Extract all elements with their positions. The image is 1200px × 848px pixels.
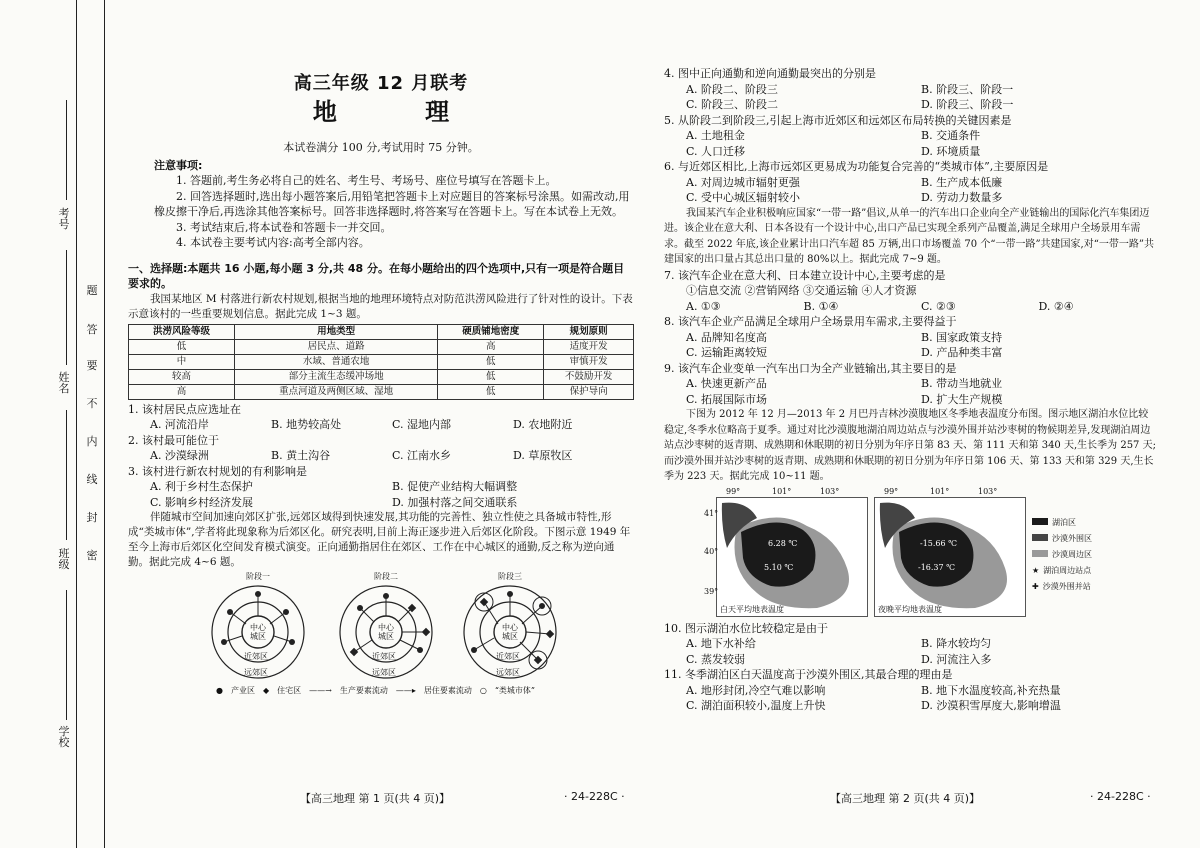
question-7-stem: 7. 该汽车企业在意大利、日本建立设计中心,主要考虑的是 (664, 268, 946, 282)
page-2-column (664, 66, 1156, 714)
question-7-options (664, 299, 1156, 315)
center-city-label: 中心城区 (502, 623, 518, 641)
far-suburb-label: 远郊区 (244, 668, 268, 677)
table-cell: 重点河道及两侧区域、湿地 (234, 384, 437, 399)
seal-char: 封 (86, 511, 98, 524)
lat-tick: 40° (704, 546, 719, 556)
question-intro-1-3: 我国某地区 M 村落进行新农村规划,根据当地的地理环境特点对防范洪涝风险进行了针对性的设计。下表示意该村的一些重要规划信息。据此完成 1~3 题。 (128, 292, 633, 320)
question-2-stem: 2. 该村最可能位于 (128, 433, 219, 447)
urban-body-circle-icon: ○ (479, 686, 487, 695)
residential-diamond-icon: ◆ (262, 686, 270, 695)
question-4-options (664, 82, 1156, 113)
option-a[interactable]: A. 快速更新产品 (686, 377, 767, 390)
option-d[interactable]: D. 草原牧区 (513, 449, 573, 462)
exam-info: 本试卷满分 100 分,考试用时 75 分钟。 (283, 141, 479, 154)
question-8-stem: 8. 该汽车企业产品满足全球用户全场景用车需求,主要得益于 (664, 315, 957, 328)
legend-item: “类城市体” (494, 686, 536, 695)
question-9-options (664, 376, 1156, 407)
option-d[interactable]: D. 阶段三、阶段一 (921, 98, 1014, 111)
table-row (129, 369, 634, 384)
option-a[interactable]: A. 阶段二、阶段三 (686, 82, 778, 96)
table-cell: 中 (129, 354, 235, 369)
option-b[interactable]: B. 地势较高处 (271, 418, 342, 431)
binding-margin (0, 0, 118, 848)
lon-tick: 103° (978, 486, 998, 496)
question-2-options (128, 448, 634, 464)
table-row (129, 384, 634, 399)
option-b[interactable]: B. 带动当地就业 (921, 377, 1003, 390)
lat-tick: 39° (704, 586, 719, 596)
exam-title: 高三年级 12 月联考 (293, 73, 469, 94)
far-suburb-label: 远郊区 (496, 668, 520, 677)
page-2-code: · 24-228C · (1090, 790, 1151, 803)
option-b[interactable]: B. 降水较均匀 (921, 637, 992, 650)
question-4-stem: 4. 图中正向通勤和逆向通勤最突出的分别是 (664, 67, 876, 80)
option-b[interactable]: B. 生产成本低廉 (921, 175, 1003, 189)
near-suburb-label: 近郊区 (244, 652, 268, 661)
note-item: 3. 考试结束后,将本试卷和答题卡一并交回。 (176, 220, 392, 234)
notes-list (128, 173, 634, 251)
option-c[interactable]: C. 蒸发较弱 (686, 652, 746, 666)
table-cell: 低 (438, 369, 544, 384)
option-d[interactable]: D. ②④ (1038, 299, 1074, 313)
day-map-graphic (717, 498, 867, 616)
table-cell: 保护导向 (544, 384, 634, 399)
note-item: 2. 回答选择题时,选出每小题答案后,用铅笔把答题卡上对应题目的答案标号涂黑。如需改动,用橡皮擦干净后,再选涂其他答案标号。回答非选择题时,将答案写在答题卡上。写在本试卷上无效。 (154, 189, 630, 218)
day-map-caption: 白天平均地表温度 (720, 604, 784, 614)
question-intro-7-9: 我国某汽车企业积极响应国家“一带一路”倡议,从单一的汽车出口企业向全产业链输出的国际化汽车集团迈进。该企业在意大利、日本各设有一个设计中心,出口产品已实现全系列产品覆盖,满足全球用户全场景用车需求。截至 2022 年底,该企业累计出口汽车超 85 万辆,出口市场覆盖 70 个“一带一路”共建国家,对“一带一路”共建国家的出口量占其总出口量的 80%以上。据此完成 7~9 题。 (664, 207, 1154, 265)
seal-char: 密 (86, 549, 98, 562)
question-6-options (664, 175, 1156, 206)
option-a[interactable]: A. 地形封闭,冷空气难以影响 (686, 683, 826, 697)
option-b[interactable]: B. 交通条件 (921, 129, 981, 142)
table-header: 规划原则 (544, 324, 634, 339)
label-school: 学校 (58, 725, 70, 749)
night-temp-value: -15.66 ℃ (920, 538, 958, 548)
day-temp-value: 6.28 ℃ (768, 538, 798, 548)
option-b[interactable]: B. 黄土沟谷 (271, 449, 331, 462)
legend-item: 生产要素流动 (339, 686, 388, 695)
table-header: 洪涝风险等级 (129, 324, 235, 339)
near-suburb-label: 近郊区 (372, 652, 396, 661)
table-cell: 低 (438, 384, 544, 399)
stage-2-label: 阶段二 (374, 572, 398, 581)
option-a[interactable]: A. 利于乡村生态保护 (150, 480, 253, 493)
question-1-stem: 1. 该村居民点应选址在 (128, 402, 241, 416)
option-a[interactable]: A. 土地租金 (686, 129, 745, 142)
option-d[interactable]: D. 产品种类丰富 (921, 346, 1003, 359)
table-cell: 低 (438, 354, 544, 369)
residence-flow-arrow-icon: ——▸ (395, 686, 416, 695)
lon-tick: 99° (726, 486, 741, 496)
night-map-caption: 夜晚平均地表温度 (878, 604, 942, 614)
question-intro-4-6: 伴随城市空间加速向郊区扩张,远郊区域得到快速发展,其功能的完善性、独立性使之具备城市特性,形成“类城市体”,学者将此现象称为后郊区化。研究表明,目前上海正逐步进入后郊区化阶段。下图示意 1949 年至今上海市后郊区化空间发育模式演变。正向通勤指居住在郊区、工作在中心城区的通勤,反之称为逆向通勤。据此完成 4~6 题。 (128, 511, 631, 568)
option-b[interactable]: B. 阶段三、阶段一 (921, 82, 1014, 96)
seal-char: 答 (86, 323, 98, 336)
name-fill-line[interactable] (66, 250, 68, 365)
option-b[interactable]: B. 促使产业结构大幅调整 (392, 480, 518, 493)
notes-title: 注意事项: (154, 158, 203, 172)
legend-item: 产业区 (230, 686, 255, 695)
legend-item: 沙漠周边区 (1052, 549, 1092, 559)
label-class: 班级 (58, 547, 70, 571)
option-c[interactable]: C. 湖泊面积较小,温度上升快 (686, 699, 826, 712)
note-item: 1. 答题前,考生务必将自己的姓名、考生号、考场号、座位号填写在答题卡上。 (176, 174, 557, 187)
lon-tick: 101° (930, 486, 950, 496)
page-1-code: · 24-228C · (564, 790, 625, 803)
table-row (129, 339, 634, 354)
option-b[interactable]: B. 地下水温度较高,补充热量 (921, 683, 1061, 697)
planning-table (128, 324, 634, 400)
lat-tick: 41° (704, 508, 719, 518)
surrounding-desert-swatch-icon (1032, 550, 1048, 557)
question-10-stem: 10. 图示湖泊水位比较稳定是由于 (664, 621, 828, 635)
question-3-options (128, 479, 634, 510)
table-cell: 适度开发 (544, 339, 634, 354)
class-fill-line[interactable] (66, 410, 68, 540)
table-row (129, 354, 634, 369)
question-5-options (664, 128, 1156, 159)
question-3-stem: 3. 该村进行新农村规划的有利影响是 (128, 464, 307, 478)
option-c[interactable]: C. ②③ (921, 299, 956, 313)
label-exam-number: 考号 (58, 207, 70, 231)
temperature-map-figure (664, 487, 1156, 621)
seal-char: 题 (86, 284, 98, 297)
option-b[interactable]: B. 国家政策支持 (921, 330, 1003, 344)
question-6-stem: 6. 与近郊区相比,上海市远郊区更易成为功能复合完善的“类城市体”,主要原因是 (664, 160, 1049, 173)
industry-dot-icon: ● (216, 686, 223, 695)
table-cell: 部分主流生态缓冲场地 (234, 369, 437, 384)
stage-3-label: 阶段三 (498, 572, 522, 581)
binding-line-inner (104, 0, 105, 848)
option-c[interactable]: C. 运输距离较短 (686, 346, 768, 359)
legend-item: 湖泊周边站点 (1043, 565, 1092, 575)
page-1-footer: 【高三地理 第 1 页(共 4 页)】 (300, 792, 451, 805)
lake-swatch-icon (1032, 518, 1048, 525)
page-1-column (128, 66, 634, 702)
table-header: 硬质铺地密度 (438, 324, 544, 339)
section-heading: 一、选择题:本题共 16 小题,每小题 3 分,共 48 分。在每小题给出的四个选项中,只有一项是符合题目要求的。 (128, 261, 625, 290)
option-d[interactable]: D. 农地附近 (513, 418, 573, 431)
figure-legend (216, 686, 535, 695)
label-name: 姓名 (58, 371, 70, 395)
legend-item: 湖泊区 (1052, 517, 1076, 527)
lon-tick: 99° (884, 486, 899, 496)
option-d[interactable]: D. 扩大生产规模 (921, 392, 1003, 406)
option-a[interactable]: A. ①③ (686, 299, 721, 313)
seal-char: 不 (86, 397, 98, 410)
question-7-items: ①信息交流 ②营销网络 ③交通运输 ④人才资源 (686, 284, 917, 297)
production-flow-arrow-icon: ——→ (309, 686, 332, 695)
table-cell: 审慎开发 (544, 354, 634, 369)
option-d[interactable]: D. 加强村落之间交通联系 (392, 495, 518, 509)
option-d[interactable]: D. 沙漠积雪厚度大,影响增温 (921, 699, 1061, 712)
center-city-label: 中心城区 (250, 623, 266, 641)
option-a[interactable]: A. 河流沿岸 (150, 418, 209, 431)
map-legend (1032, 515, 1092, 595)
option-c[interactable]: C. 湿地内部 (392, 418, 452, 431)
question-11-options (664, 683, 1156, 714)
cross-icon: ✚ (1032, 581, 1039, 591)
table-cell: 水域、普通农地 (234, 354, 437, 369)
option-d[interactable]: D. 环境质量 (921, 144, 981, 158)
table-header-row (129, 324, 634, 339)
table-cell: 高 (129, 384, 235, 399)
far-suburb-label: 远郊区 (372, 668, 396, 677)
star-icon: ★ (1032, 565, 1040, 575)
option-d[interactable]: D. 劳动力数量多 (921, 191, 1003, 204)
table-cell: 低 (129, 339, 235, 354)
table-cell: 高 (438, 339, 544, 354)
night-map-graphic (875, 498, 1025, 616)
option-c[interactable]: C. 受中心城区辐射较小 (686, 191, 801, 204)
question-10-options (664, 636, 1156, 667)
center-city-label: 中心城区 (378, 623, 394, 641)
subject-title: 地 理 (312, 98, 490, 126)
option-c[interactable]: C. 影响乡村经济发展 (150, 495, 254, 509)
legend-item: 居住要素流动 (423, 686, 472, 695)
question-9-stem: 9. 该汽车企业变单一汽车出口为全产业链输出,其主要目的是 (664, 361, 957, 375)
exam-number-fill-line[interactable] (66, 100, 68, 200)
option-d[interactable]: D. 河流注入多 (921, 652, 992, 666)
day-temp-value: 5.10 ℃ (764, 562, 794, 572)
note-item: 4. 本试卷主要考试内容:高考全部内容。 (176, 236, 370, 249)
option-a[interactable]: A. 地下水补给 (686, 637, 756, 650)
suburbanization-figure (128, 572, 634, 702)
option-a[interactable]: A. 沙漠绿洲 (150, 449, 209, 462)
option-c[interactable]: C. 阶段三、阶段二 (686, 98, 779, 111)
night-temperature-map (874, 497, 1026, 617)
stage-1-label: 阶段一 (246, 572, 270, 581)
question-1-options (128, 417, 634, 433)
legend-item: 住宅区 (277, 686, 302, 695)
lon-tick: 101° (772, 486, 792, 496)
lon-tick: 103° (820, 486, 840, 496)
option-a[interactable]: A. 品牌知名度高 (686, 330, 767, 344)
seal-char: 要 (86, 359, 98, 372)
near-suburb-label: 近郊区 (496, 652, 520, 661)
outer-desert-swatch-icon (1032, 534, 1048, 541)
school-fill-line[interactable] (66, 590, 68, 720)
legend-item: 沙漠外围区 (1052, 533, 1092, 543)
night-temp-value: -16.37 ℃ (918, 562, 956, 572)
page-2-footer: 【高三地理 第 2 页(共 4 页)】 (830, 792, 981, 805)
seal-char: 线 (86, 473, 98, 486)
option-c[interactable]: C. 江南水乡 (392, 449, 452, 462)
option-c[interactable]: C. 拓展国际市场 (686, 392, 768, 406)
table-cell: 居民点、道路 (234, 339, 437, 354)
option-c[interactable]: C. 人口迁移 (686, 144, 746, 158)
question-5-stem: 5. 从阶段二到阶段三,引起上海市近郊区和远郊区布局转换的关键因素是 (664, 113, 1012, 127)
seal-char: 内 (86, 435, 98, 448)
question-11-stem: 11. 冬季湖泊区白天温度高于沙漠外围区,其最合理的理由是 (664, 668, 953, 681)
option-b[interactable]: B. ①④ (803, 299, 839, 313)
day-temperature-map (716, 497, 868, 617)
table-header: 用地类型 (234, 324, 437, 339)
table-cell: 不鼓励开发 (544, 369, 634, 384)
question-8-options (664, 330, 1156, 361)
legend-item: 沙漠外围并站 (1042, 581, 1091, 591)
table-cell: 较高 (129, 369, 235, 384)
question-intro-10-11: 下图为 2012 年 12 月—2013 年 2 月巴丹吉林沙漠腹地区冬季地表温度分布图。图示地区湖泊水位比较稳定,冬季水位略高于夏季。通过对比沙漠腹地湖泊周边站点与沙漠外围并站沙枣树的物候期差异,发现湖泊周边站点沙枣树的返青期、成熟期和休眠期的初日分别为年序日第 83 天、第 111 天和第 340 天,生长季为 257 天;而沙漠外围并站沙枣树的返青期、成熟期和休眠期的初日分别为年序日第 106 天、第 133 天和第 329 天,生长季为 223 天。据此完成 10~11 题。 (664, 409, 1156, 482)
option-a[interactable]: A. 对周边城市辐射更强 (686, 175, 800, 189)
binding-line-outer (76, 0, 77, 848)
